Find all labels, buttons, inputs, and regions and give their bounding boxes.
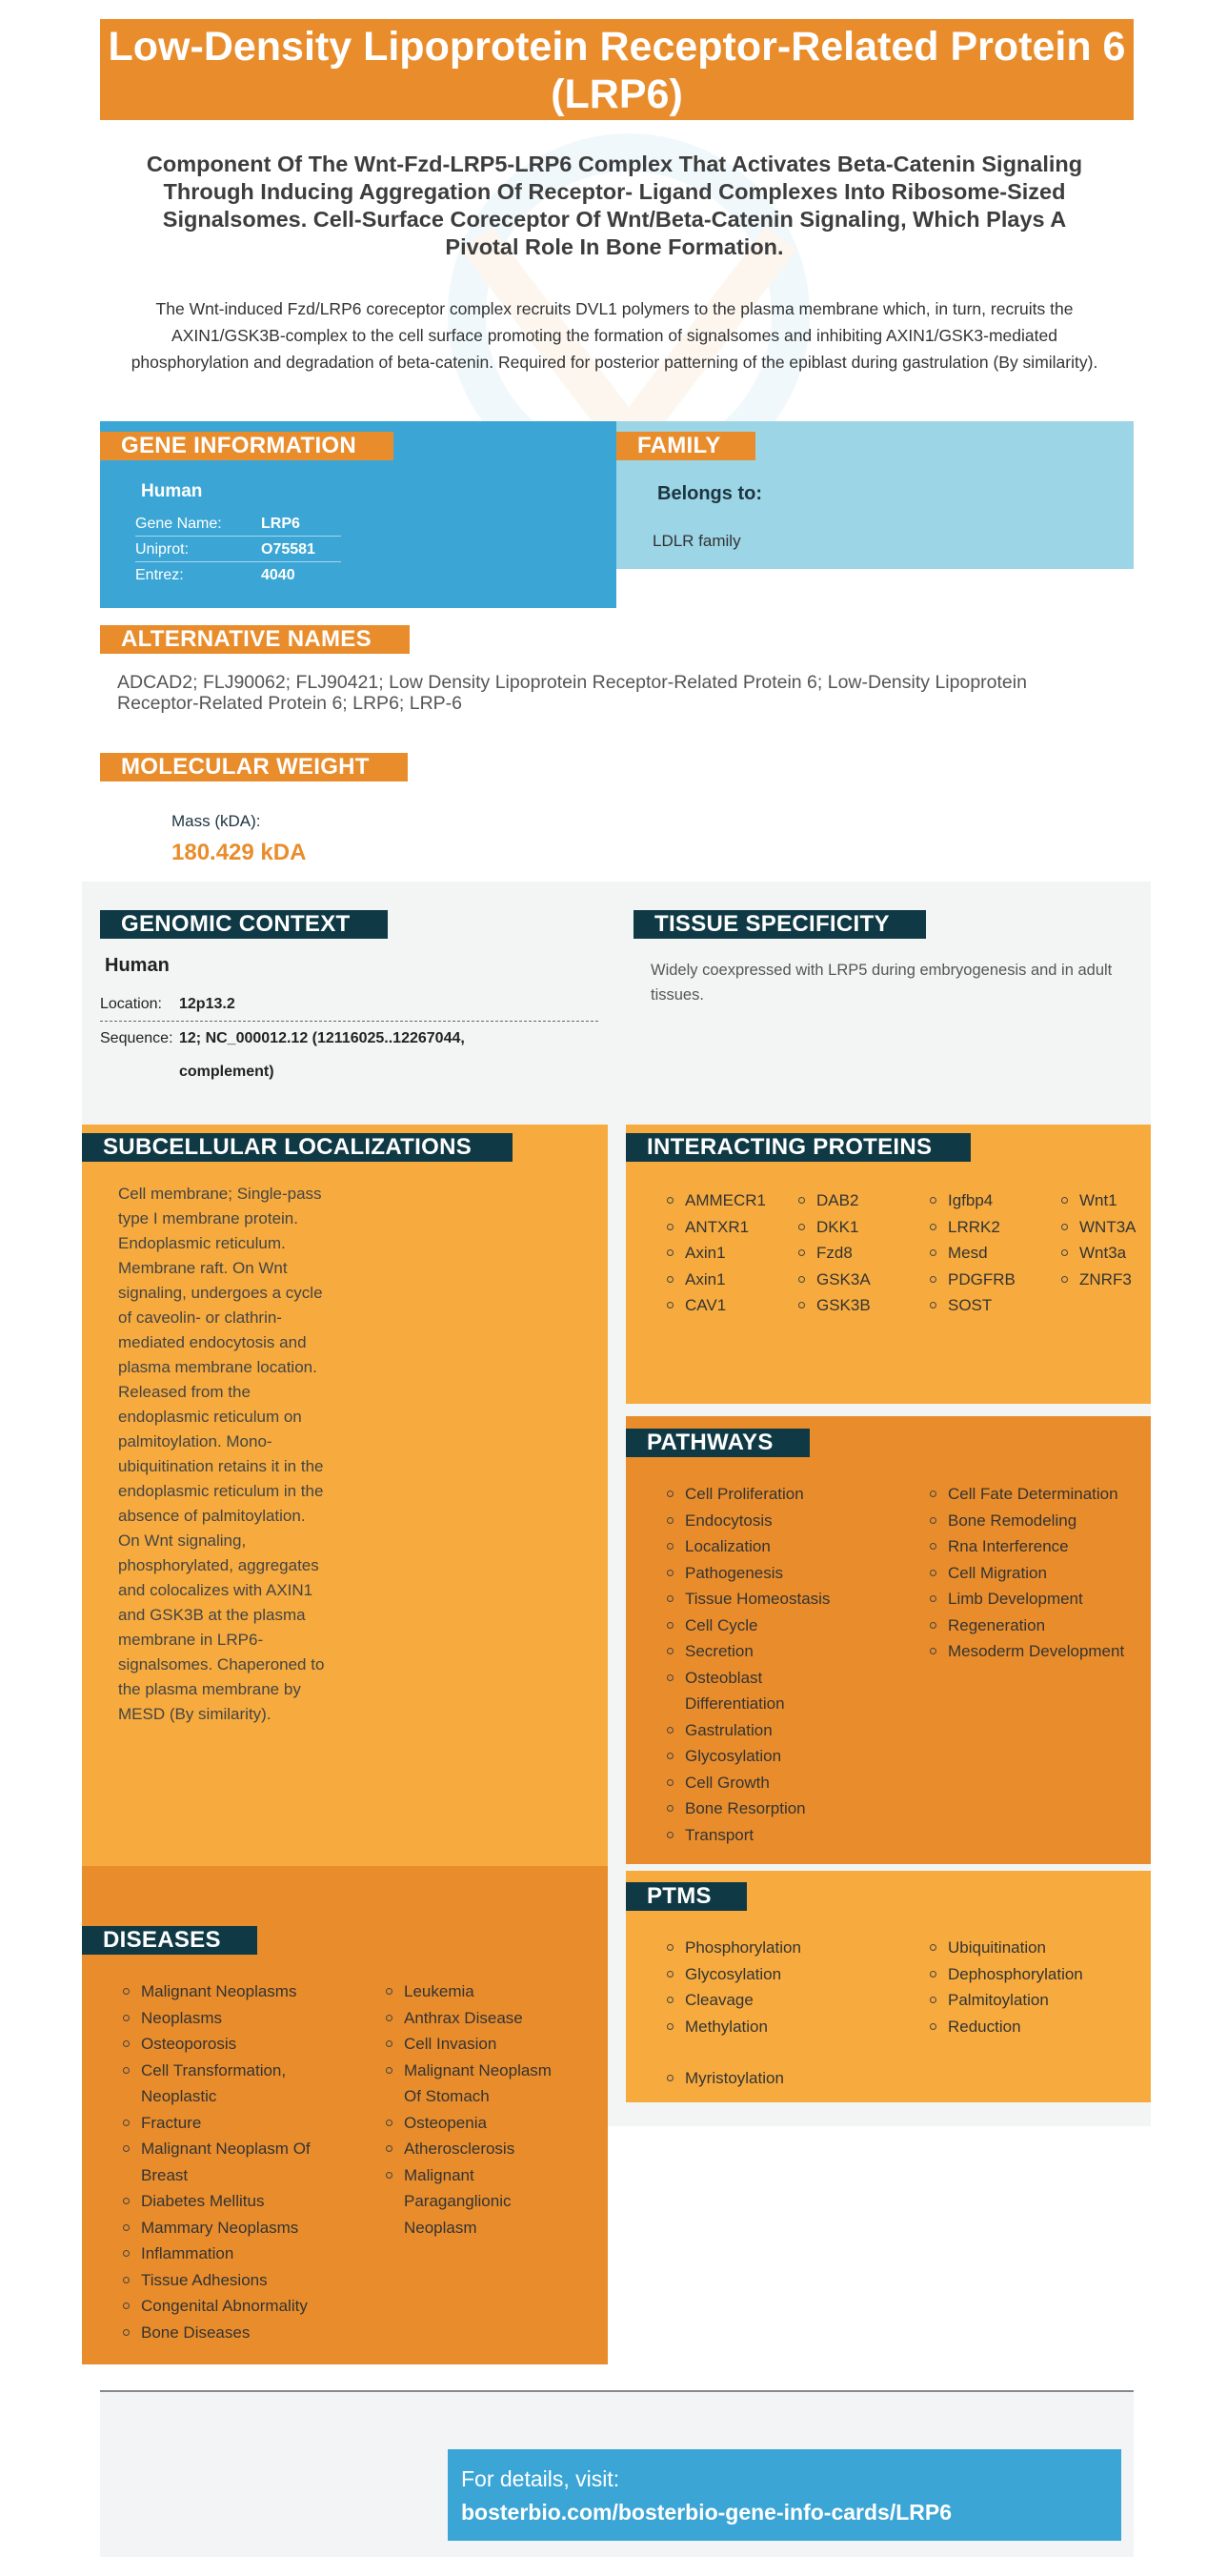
list-item: PDGFRB [948, 1267, 1016, 1293]
alternative-names-text: ADCAD2; FLJ90062; FLJ90421; Low Density Lipoprotein Receptor-Related Protein 6; Low-Density Lipoprotein Receptor-Related Protein 6; LRP6; LRP-6 [117, 672, 1027, 714]
sequence-line-2: complement) [179, 1064, 274, 1080]
list-item: Methylation [685, 2014, 801, 2040]
list-item: Cell Cycle [685, 1613, 875, 1639]
list-item: Rna Interference [948, 1533, 1143, 1560]
pathways-col-2 [948, 1481, 1143, 1665]
list-item: Igfbp4 [948, 1187, 1016, 1214]
list-item: Mesoderm Development [948, 1638, 1143, 1665]
list-item: Anthrax Disease [404, 2005, 566, 2032]
family-heading: Belongs to: [657, 483, 762, 504]
list-item: Bone Resorption [685, 1795, 875, 1822]
list-item: Neoplasms [141, 2005, 332, 2032]
list-item: Malignant Neoplasm Of Breast [141, 2136, 332, 2188]
mass-value: 180.429 kDA [171, 840, 307, 865]
diseases-col-1 [141, 1978, 332, 2345]
list-item: CAV1 [685, 1292, 766, 1319]
list-item: Cleavage [685, 1987, 801, 2014]
protein-function-summary: Component Of The Wnt-Fzd-LRP5-LRP6 Complex That Activates Beta-Catenin Signaling Through Inducing Aggregation Of Receptor- Ligand Complexes Into Ribosome-Sized Signalsomes. Cell-Surface Coreceptor Of Wnt/Beta-Catenin Signaling, Which Plays A Pivotal Role In Bone Formation. [146, 152, 1083, 259]
list-item: Atherosclerosis [404, 2136, 566, 2162]
list-item: Reduction [948, 2014, 1083, 2040]
genomic-context-label: GENOMIC CONTEXT [100, 910, 388, 939]
list-item: ANTXR1 [685, 1214, 766, 1241]
uniprot-value: O75581 [261, 541, 315, 558]
list-item: Inflammation [141, 2241, 332, 2267]
list-item: Malignant Paraganglionic Neoplasm [404, 2162, 528, 2241]
list-item: Malignant Neoplasms [141, 1978, 332, 2005]
alternative-names-label: ALTERNATIVE NAMES [100, 625, 410, 654]
gene-info-table [135, 511, 341, 588]
family-value: LDLR family [653, 532, 741, 550]
pathways-col-1 [685, 1481, 875, 1848]
list-item: Osteoporosis [141, 2031, 332, 2058]
tissue-specificity-label: TISSUE SPECIFICITY [634, 910, 926, 939]
ptms-label: PTMS [626, 1882, 747, 1911]
list-item: Fzd8 [816, 1240, 871, 1267]
gene-name-value: LRP6 [261, 516, 300, 532]
interacting-proteins-col-4 [1079, 1187, 1136, 1292]
genomic-location-row [100, 991, 598, 1022]
list-item: Ubiquitination [948, 1935, 1083, 1961]
list-item: Osteoblast Differentiation [685, 1665, 837, 1717]
list-item: Wnt3a [1079, 1240, 1136, 1267]
interacting-proteins-label: INTERACTING PROTEINS [626, 1133, 971, 1162]
list-item: Localization [685, 1533, 875, 1560]
list-item: Palmitoylation [948, 1987, 1083, 2014]
uniprot-row [135, 537, 341, 562]
list-item: Secretion [685, 1638, 875, 1665]
interacting-proteins-col-3 [948, 1187, 1016, 1319]
list-item: Phosphorylation [685, 1935, 801, 1961]
list-item: Mammary Neoplasms [141, 2215, 332, 2241]
list-item: GSK3B [816, 1292, 871, 1319]
diseases-label: DISEASES [82, 1926, 257, 1955]
details-link-box[interactable] [448, 2449, 1121, 2541]
list-item: DAB2 [816, 1187, 871, 1214]
list-item: SOST [948, 1292, 1016, 1319]
protein-description: The Wnt-induced Fzd/LRP6 coreceptor complex recruits DVL1 polymers to the plasma membrane which, in turn, recruits the AXIN1/GSK3B-complex to the cell surface promoting the formation of signalsomes and inhibiting AXIN1/GSK3-mediated phosphorylation and degradation of beta-catenin. Required for posterior patterning of the epiblast during gastrulation (By similarity). [131, 299, 1098, 372]
location-key: Location: [100, 996, 162, 1012]
gene-name-key: Gene Name: [135, 516, 222, 532]
list-item: GSK3A [816, 1267, 871, 1293]
list-item: AMMECR1 [685, 1187, 766, 1214]
ptms-col-1 [685, 1935, 801, 2039]
list-item: Cell Proliferation [685, 1481, 875, 1508]
list-item: Dephosphorylation [948, 1961, 1083, 1988]
list-item: Cell Migration [948, 1560, 1143, 1587]
tissue-specificity-text: Widely coexpressed with LRP5 during embryogenesis and in adult tissues. [651, 962, 1113, 1004]
list-item: Bone Remodeling [948, 1508, 1143, 1534]
list-item: Limb Development [948, 1586, 1143, 1613]
diseases-col-2 [404, 1978, 566, 2241]
pathways-label: PATHWAYS [626, 1429, 810, 1457]
list-item: Axin1 [685, 1267, 766, 1293]
list-item: Gastrulation [685, 1717, 875, 1744]
list-item: Axin1 [685, 1240, 766, 1267]
list-item: ZNRF3 [1079, 1267, 1136, 1293]
list-item: Fracture [141, 2110, 332, 2137]
gene-species: Human [141, 481, 203, 501]
mass-label: Mass (kDA): [171, 812, 261, 830]
subcellular-localizations-text: Cell membrane; Single-pass type I membrane protein. Endoplasmic reticulum. Membrane raft. On Wnt signaling, undergoes a cycle of caveolin- or clathrin-mediated endocytosis and plasma membrane location. Released from the endoplasmic reticulum on palmitoylation. Mono-ubiquitination retains it in the endoplasmic reticulum in the absence of palmitoylation. On Wnt signaling, phosphorylated, aggregates and colocalizes with AXIN1 and GSK3B at the plasma membrane in LRP6-signalsomes. Chaperoned to the plasma membrane by MESD (By similarity). [118, 1185, 325, 1723]
gene-name-row [135, 511, 341, 537]
list-item: Cell Transformation, Neoplastic [141, 2058, 322, 2110]
sequence-key: Sequence: [100, 1030, 173, 1046]
list-item: Diabetes Mellitus [141, 2188, 332, 2215]
list-item: Osteopenia [404, 2110, 566, 2137]
list-item: Regeneration [948, 1613, 1143, 1639]
list-item: Pathogenesis [685, 1560, 875, 1587]
molecular-weight-label: MOLECULAR WEIGHT [100, 753, 408, 781]
list-item: WNT3A [1079, 1214, 1136, 1241]
location-value: 12p13.2 [179, 996, 235, 1012]
ptms-extra [685, 2065, 784, 2092]
list-item: Glycosylation [685, 1961, 801, 1988]
list-item: Myristoylation [685, 2065, 784, 2092]
list-item: Glycosylation [685, 1743, 875, 1770]
list-item: Tissue Adhesions [141, 2267, 332, 2294]
entrez-value: 4040 [261, 567, 295, 583]
list-item: Leukemia [404, 1978, 566, 2005]
list-item: Cell Growth [685, 1770, 875, 1796]
entrez-row [135, 562, 341, 588]
ptms-col-2 [948, 1935, 1083, 2039]
list-item: DKK1 [816, 1214, 871, 1241]
subcellular-localizations-label: SUBCELLULAR LOCALIZATIONS [82, 1133, 513, 1162]
page-title: Low-Density Lipoprotein Receptor-Related Protein 6 (LRP6) [100, 19, 1134, 120]
list-item: Mesd [948, 1240, 1016, 1267]
sequence-value [179, 1024, 465, 1086]
interacting-proteins-col-1 [685, 1187, 766, 1319]
family-label: FAMILY [616, 432, 755, 460]
details-lead-text: For details, visit: [461, 2466, 620, 2491]
list-item: Bone Diseases [141, 2320, 332, 2346]
list-item: Tissue Homeostasis [685, 1586, 875, 1613]
list-item: Cell Fate Determination [948, 1481, 1143, 1508]
list-item: Transport [685, 1822, 875, 1849]
list-item: Cell Invasion [404, 2031, 566, 2058]
list-item: Congenital Abnormality [141, 2293, 332, 2320]
uniprot-key: Uniprot: [135, 541, 190, 558]
sequence-line-1: 12; NC_000012.12 (12116025..12267044, [179, 1030, 465, 1046]
genomic-species: Human [105, 955, 170, 976]
list-item: Endocytosis [685, 1508, 875, 1534]
interacting-proteins-col-2 [816, 1187, 871, 1319]
details-url-link[interactable]: bosterbio.com/bosterbio-gene-info-cards/LRP6 [461, 2500, 952, 2525]
list-item: LRRK2 [948, 1214, 1016, 1241]
list-item: Wnt1 [1079, 1187, 1136, 1214]
gene-information-label: GENE INFORMATION [100, 432, 393, 460]
genomic-sequence-row [100, 1024, 598, 1090]
list-item: Malignant Neoplasm Of Stomach [404, 2058, 566, 2110]
entrez-key: Entrez: [135, 567, 184, 583]
